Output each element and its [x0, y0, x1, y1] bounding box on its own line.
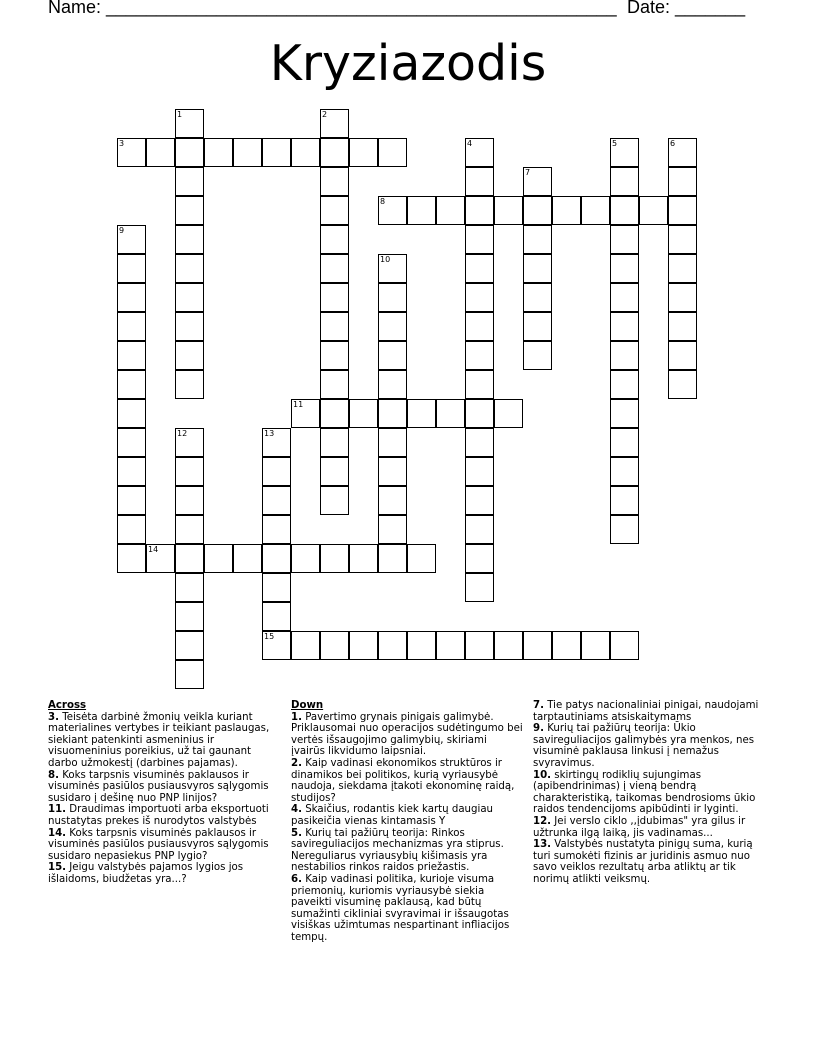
grid-cell[interactable] — [465, 573, 494, 602]
grid-cell[interactable] — [465, 457, 494, 486]
clue-text: Teisėta darbinė žmonių veikla kuriant materialines vertybes ir teikiant paslaugas, siekiant patenkinti asmeninius ir visuomeninius poreikius, už tai gaunant darbo užmokestį (darbines pajamas). — [48, 711, 270, 769]
grid-cell[interactable] — [668, 370, 697, 399]
down-clues — [291, 700, 523, 943]
grid-cell[interactable] — [494, 196, 523, 225]
grid-cell[interactable] — [320, 283, 349, 312]
grid-cell[interactable] — [552, 196, 581, 225]
clue-item — [48, 804, 280, 827]
clue-number: 9. — [533, 723, 544, 735]
grid-cell[interactable] — [668, 312, 697, 341]
clue-number: 12. — [533, 815, 552, 827]
grid-number: 13 — [264, 429, 275, 438]
grid-cell[interactable] — [320, 457, 349, 486]
grid-cell[interactable] — [291, 631, 320, 660]
grid-cell[interactable] — [262, 573, 291, 602]
grid-cell[interactable] — [117, 399, 146, 428]
grid-cell[interactable] — [349, 631, 378, 660]
clue-text: Koks tarpsnis visuminės paklausos ir visuminės pasiūlos pusiausvyros sąlygomis susidaro į dešinę nuo PNP linijos? — [48, 769, 269, 804]
grid-number: 6 — [670, 139, 676, 148]
grid-cell[interactable] — [175, 544, 204, 573]
clue-item — [533, 839, 769, 885]
grid-cell[interactable] — [465, 428, 494, 457]
grid-cell[interactable] — [465, 283, 494, 312]
grid-cell[interactable] — [465, 370, 494, 399]
grid-cell[interactable] — [320, 138, 349, 167]
grid-cell[interactable] — [668, 341, 697, 370]
grid-cell[interactable] — [320, 399, 349, 428]
clue-number: 4. — [291, 804, 302, 816]
down-heading: Down — [291, 700, 324, 711]
clue-number: 14. — [48, 827, 67, 839]
grid-cell[interactable] — [494, 399, 523, 428]
grid-cell[interactable] — [378, 370, 407, 399]
name-label: Name: — [48, 0, 102, 17]
grid-cell[interactable] — [175, 138, 204, 167]
clue-item — [48, 828, 280, 863]
grid-cell[interactable] — [610, 283, 639, 312]
grid-cell[interactable] — [262, 457, 291, 486]
grid-number: 7 — [525, 168, 531, 177]
grid-cell[interactable] — [378, 138, 407, 167]
grid-cell[interactable] — [610, 515, 639, 544]
clue-number: 7. — [533, 700, 544, 711]
grid-cell[interactable] — [610, 341, 639, 370]
grid-cell[interactable] — [175, 341, 204, 370]
across-heading: Across — [48, 700, 87, 711]
grid-number: 9 — [119, 226, 125, 235]
grid-number: 2 — [322, 110, 328, 119]
grid-cell[interactable] — [610, 486, 639, 515]
clue-text: skirtingų rodiklių sujungimas (apibendrinimas) į vieną bendrą charakteristiką, taikomas bendrosioms ūkio raidos tendencijoms apibūdinti ir lyginti. — [533, 769, 756, 816]
clue-item — [291, 828, 523, 874]
grid-cell[interactable] — [204, 138, 233, 167]
grid-cell[interactable] — [233, 138, 262, 167]
grid-cell[interactable] — [175, 660, 204, 689]
grid-cell[interactable] — [494, 631, 523, 660]
clue-text: Skaičius, rodantis kiek kartų daugiau pasikeičia vienas kintamasis Y — [291, 804, 494, 827]
grid-cell[interactable] — [465, 631, 494, 660]
grid-cell[interactable] — [262, 138, 291, 167]
grid-number: 10 — [380, 255, 391, 264]
grid-cell[interactable] — [262, 602, 291, 631]
grid-cell[interactable] — [204, 544, 233, 573]
grid-cell[interactable] — [175, 312, 204, 341]
grid-cell[interactable] — [320, 631, 349, 660]
grid-cell[interactable] — [117, 515, 146, 544]
clue-number: 11. — [48, 804, 67, 816]
grid-cell[interactable] — [320, 544, 349, 573]
grid-cell[interactable] — [175, 602, 204, 631]
grid-cell[interactable] — [581, 196, 610, 225]
grid-cell[interactable] — [610, 370, 639, 399]
grid-number: 11 — [293, 400, 304, 409]
grid-cell[interactable] — [117, 370, 146, 399]
grid-cell[interactable] — [465, 341, 494, 370]
grid-cell[interactable] — [262, 515, 291, 544]
date-label: Date: — [627, 0, 671, 17]
clue-text: Kurių tai pažiūrų teorija: Rinkos savireguliacijos mechanizmas yra stiprus. Nereguliarus vyriausybių kišimasis yra nestabilios rinkos raidos priežastis. — [291, 827, 504, 874]
grid-cell[interactable] — [668, 283, 697, 312]
grid-cell[interactable] — [175, 225, 204, 254]
grid-cell[interactable] — [117, 283, 146, 312]
grid-cell[interactable] — [378, 486, 407, 515]
grid-cell[interactable] — [610, 428, 639, 457]
grid-cell[interactable] — [320, 341, 349, 370]
grid-cell[interactable] — [175, 196, 204, 225]
grid-cell[interactable] — [407, 544, 436, 573]
grid-cell[interactable] — [436, 631, 465, 660]
clue-text: Pavertimo grynais pinigais galimybė. Priklausomai nuo operacijos sudėtingumo bei vertės išsaugojimo galimybių, skiriami įvairūs likvidumo laipsniai. — [291, 711, 523, 758]
grid-cell[interactable] — [146, 138, 175, 167]
clue-item — [291, 804, 523, 827]
grid-cell[interactable] — [465, 254, 494, 283]
grid-cell[interactable] — [436, 399, 465, 428]
grid-cell[interactable] — [407, 399, 436, 428]
clue-item — [533, 723, 769, 769]
down-clues-continued — [533, 700, 769, 886]
grid-number: 8 — [380, 197, 386, 206]
clue-item — [291, 874, 523, 944]
clue-text: Kurių tai pažiūrų teorija: Ūkio savireguliacijos galimybės yra menkos, nes visuminė paklausa linkusi į nemažus svyravimus. — [533, 723, 755, 769]
grid-cell[interactable] — [465, 312, 494, 341]
grid-cell[interactable] — [465, 225, 494, 254]
grid-cell[interactable] — [378, 544, 407, 573]
grid-cell[interactable] — [610, 167, 639, 196]
grid-cell[interactable] — [639, 196, 668, 225]
grid-cell[interactable] — [610, 225, 639, 254]
grid-cell[interactable] — [668, 196, 697, 225]
grid-number: 14 — [148, 545, 159, 554]
clue-item — [291, 712, 523, 758]
grid-cell[interactable] — [117, 457, 146, 486]
clue-text: Kaip vadinasi ekonomikos struktūros ir dinamikos bei politikos, kurią vyriausybė naudoja, siekdama įtakoti ekonominę raidą, studijos? — [291, 757, 515, 804]
clue-number: 6. — [291, 873, 302, 885]
grid-cell[interactable] — [320, 428, 349, 457]
grid-cell[interactable] — [117, 341, 146, 370]
clue-item — [48, 712, 280, 770]
page-title: Kryziazodis — [269, 35, 547, 92]
grid-cell[interactable] — [523, 196, 552, 225]
grid-cell[interactable] — [349, 138, 378, 167]
grid-cell[interactable] — [175, 486, 204, 515]
grid-cell[interactable] — [465, 515, 494, 544]
grid-number: 1 — [177, 110, 183, 119]
clue-text: Valstybės nustatyta pinigų suma, kurią turi sumokėti fizinis ar juridinis asmuo nuo savo veiklos rezultatų arba atliktų ar tik norimų atlikti veiksmų. — [533, 839, 753, 885]
grid-cell[interactable] — [610, 631, 639, 660]
grid-cell[interactable] — [668, 225, 697, 254]
name-blank: ___________________________________________________ — [106, 0, 617, 17]
grid-cell[interactable] — [523, 341, 552, 370]
grid-cell[interactable] — [552, 631, 581, 660]
grid-cell[interactable] — [349, 399, 378, 428]
grid-cell[interactable] — [378, 457, 407, 486]
grid-number: 5 — [612, 139, 618, 148]
grid-cell[interactable] — [407, 631, 436, 660]
grid-cell[interactable] — [465, 399, 494, 428]
grid-number: 15 — [264, 632, 275, 641]
grid-cell[interactable] — [175, 254, 204, 283]
grid-cell[interactable] — [175, 283, 204, 312]
grid-cell[interactable] — [117, 544, 146, 573]
grid-cell[interactable] — [175, 631, 204, 660]
grid-cell[interactable] — [523, 225, 552, 254]
clue-number: 3. — [48, 711, 59, 723]
clue-text: Koks tarpsnis visuminės paklausos ir visuminės pasiūlos pusiausvyros sąlygomis susidaro nepasiekus PNP lygio? — [48, 827, 269, 862]
grid-cell[interactable] — [668, 167, 697, 196]
grid-cell[interactable] — [175, 167, 204, 196]
grid-cell[interactable] — [262, 544, 291, 573]
clue-number: 8. — [48, 769, 59, 781]
clue-text: Tie patys nacionaliniai pinigai, naudojami tarptautiniams atsiskaitymams — [533, 700, 759, 723]
clue-number: 10. — [533, 769, 552, 781]
clue-item — [533, 816, 769, 839]
grid-cell[interactable] — [175, 573, 204, 602]
grid-cell[interactable] — [378, 312, 407, 341]
grid-cell[interactable] — [378, 283, 407, 312]
across-clues — [48, 700, 280, 886]
grid-cell[interactable] — [117, 428, 146, 457]
grid-cell[interactable] — [117, 312, 146, 341]
grid-cell[interactable] — [320, 254, 349, 283]
clue-text: Kaip vadinasi politika, kurioje visuma priemonių, kuriomis vyriausybė siekia paveikti visuminę paklausą, kad būtų sumažinti cikliniai svyravimai ir išsaugotas visiškas užimtumas nespartinant infliacijos tempų. — [291, 873, 510, 943]
grid-number: 3 — [119, 139, 125, 148]
grid-cell[interactable] — [378, 515, 407, 544]
grid-cell[interactable] — [436, 196, 465, 225]
clue-number: 5. — [291, 827, 302, 839]
grid-cell[interactable] — [610, 312, 639, 341]
clue-number: 2. — [291, 757, 302, 769]
grid-cell[interactable] — [291, 138, 320, 167]
grid-cell[interactable] — [175, 370, 204, 399]
grid-cell[interactable] — [175, 515, 204, 544]
grid-cell[interactable] — [233, 544, 262, 573]
grid-cell[interactable] — [378, 341, 407, 370]
grid-cell[interactable] — [320, 167, 349, 196]
grid-cell[interactable] — [320, 225, 349, 254]
clue-number: 1. — [291, 711, 302, 723]
grid-cell[interactable] — [465, 544, 494, 573]
grid-cell[interactable] — [465, 167, 494, 196]
grid-cell[interactable] — [610, 254, 639, 283]
grid-cell[interactable] — [349, 544, 378, 573]
grid-cell[interactable] — [523, 312, 552, 341]
grid-cell[interactable] — [320, 370, 349, 399]
grid-cell[interactable] — [465, 486, 494, 515]
grid-cell[interactable] — [117, 254, 146, 283]
grid-cell[interactable] — [668, 254, 697, 283]
grid-cell[interactable] — [523, 283, 552, 312]
grid-cell[interactable] — [465, 196, 494, 225]
clue-item — [533, 770, 769, 816]
grid-number: 4 — [467, 139, 473, 148]
clue-item — [291, 758, 523, 804]
grid-cell[interactable] — [610, 457, 639, 486]
grid-cell[interactable] — [610, 196, 639, 225]
clue-item — [48, 770, 280, 805]
grid-cell[interactable] — [523, 631, 552, 660]
grid-number: 12 — [177, 429, 188, 438]
clue-number: 15. — [48, 862, 67, 874]
grid-cell[interactable] — [378, 428, 407, 457]
grid-cell[interactable] — [291, 544, 320, 573]
clue-number: 13. — [533, 839, 552, 851]
grid-cell[interactable] — [523, 254, 552, 283]
clue-text: Draudimas importuoti arba eksportuoti nustatytas prekes iš nurodytos valstybės — [48, 804, 269, 827]
grid-cell[interactable] — [262, 486, 291, 515]
clue-item — [48, 862, 280, 885]
clue-text: Jeigu valstybės pajamos lygios jos išlaidoms, biudžetas yra...? — [48, 862, 244, 885]
grid-cell[interactable] — [378, 399, 407, 428]
grid-cell[interactable] — [117, 486, 146, 515]
grid-cell[interactable] — [581, 631, 610, 660]
grid-cell[interactable] — [320, 312, 349, 341]
grid-cell[interactable] — [407, 196, 436, 225]
grid-cell[interactable] — [175, 457, 204, 486]
grid-cell[interactable] — [610, 399, 639, 428]
grid-cell[interactable] — [320, 486, 349, 515]
grid-cell[interactable] — [320, 196, 349, 225]
clue-item — [533, 700, 769, 723]
date-blank: _______ — [675, 0, 746, 17]
clue-text: Jei verslo ciklo ,,įdubimas" yra gilus ir užtrunka ilgą laiką, jis vadinamas... — [533, 815, 746, 839]
grid-cell[interactable] — [378, 631, 407, 660]
